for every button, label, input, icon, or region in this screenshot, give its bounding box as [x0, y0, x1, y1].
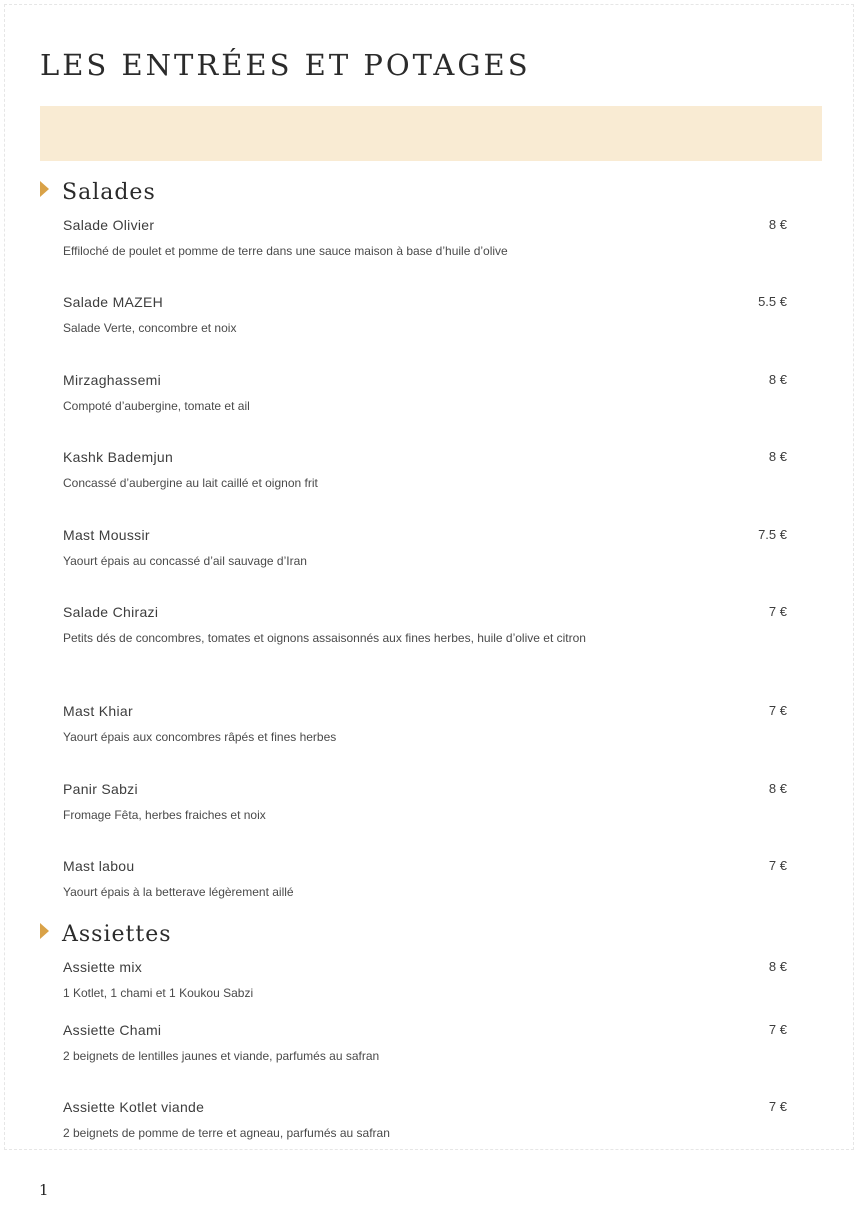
menu-item	[63, 1022, 787, 1068]
section-title: Assiettes	[62, 921, 172, 947]
item-description: Yaourt épais au concassé d’ail sauvage d’Iran	[63, 554, 307, 568]
item-name: Assiette Kotlet viande	[63, 1099, 205, 1115]
menu-item	[63, 703, 787, 749]
item-description: 1 Kotlet, 1 chami et 1 Koukou Sabzi	[63, 986, 254, 1000]
item-description: Petits dés de concombres, tomates et oignons assaisonnés aux fines herbes, huile d’olive et citron	[63, 631, 586, 645]
item-price: 7 €	[768, 1022, 787, 1037]
item-description: Concassé d’aubergine au lait caillé et oignon frit	[63, 476, 318, 490]
item-name: Salade MAZEH	[63, 294, 164, 310]
menu-item	[63, 781, 787, 827]
triangle-arrow-icon	[40, 923, 49, 939]
menu-item	[63, 372, 787, 418]
item-name: Salade Chirazi	[63, 604, 159, 620]
item-price: 8 €	[768, 781, 787, 796]
menu-item	[63, 959, 787, 1005]
menu-item	[63, 1099, 787, 1145]
section-header-salades	[40, 177, 156, 207]
item-description: Compoté d’aubergine, tomate et ail	[63, 399, 250, 413]
item-price: 7 €	[768, 703, 787, 718]
item-name: Mast Moussir	[63, 527, 150, 543]
menu-item	[63, 527, 787, 573]
item-description: 2 beignets de pomme de terre et agneau, parfumés au safran	[63, 1126, 390, 1140]
item-price: 7 €	[768, 1099, 787, 1114]
item-name: Salade Olivier	[63, 217, 155, 233]
triangle-arrow-icon	[40, 181, 49, 197]
item-name: Kashk Bademjun	[63, 449, 174, 465]
item-price: 7 €	[768, 604, 787, 619]
item-description: Salade Verte, concombre et noix	[63, 321, 237, 335]
item-name: Panir Sabzi	[63, 781, 138, 797]
item-price: 5.5 €	[758, 294, 787, 309]
item-price: 8 €	[768, 959, 787, 974]
section-header-assiettes	[40, 919, 172, 949]
menu-item	[63, 604, 787, 650]
header-banner	[40, 106, 822, 161]
item-name: Assiette mix	[63, 959, 143, 975]
item-name: Mast labou	[63, 858, 135, 874]
item-description: 2 beignets de lentilles jaunes et viande, parfumés au safran	[63, 1049, 380, 1063]
item-name: Mast Khiar	[63, 703, 133, 719]
section-title: Salades	[62, 179, 156, 205]
item-price: 8 €	[768, 449, 787, 464]
item-name: Assiette Chami	[63, 1022, 162, 1038]
item-price: 7.5 €	[758, 527, 787, 542]
page-number: 1	[39, 1181, 49, 1199]
menu-item	[63, 217, 787, 263]
item-description: Fromage Fêta, herbes fraiches et noix	[63, 808, 266, 822]
item-price: 8 €	[768, 372, 787, 387]
menu-item	[63, 449, 787, 495]
page-title: LES ENTRÉES ET POTAGES	[40, 48, 531, 82]
item-price: 7 €	[768, 858, 787, 873]
item-description: Yaourt épais à la betterave légèrement aillé	[63, 885, 294, 899]
menu-item	[63, 858, 787, 904]
item-description: Yaourt épais aux concombres râpés et fines herbes	[63, 730, 337, 744]
menu-item	[63, 294, 787, 340]
item-description: Effiloché de poulet et pomme de terre dans une sauce maison à base d’huile d’olive	[63, 244, 508, 258]
item-name: Mirzaghassemi	[63, 372, 162, 388]
item-price: 8 €	[768, 217, 787, 232]
